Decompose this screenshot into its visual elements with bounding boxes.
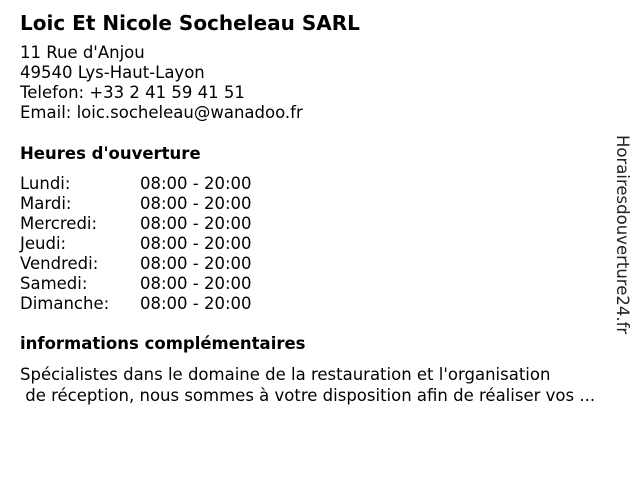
business-name: Loic Et Nicole Socheleau SARL — [20, 11, 360, 35]
opening-hours-heading: Heures d'ouverture — [20, 144, 201, 163]
phone-number: Telefon: +33 2 41 59 41 51 — [20, 83, 245, 102]
day-label: Samedi: — [20, 274, 88, 293]
time-range: 08:00 - 20:00 — [140, 274, 252, 293]
day-label: Vendredi: — [20, 254, 99, 273]
time-range: 08:00 - 20:00 — [140, 254, 252, 273]
time-range: 08:00 - 20:00 — [140, 234, 252, 253]
time-range: 08:00 - 20:00 — [140, 174, 252, 193]
day-label: Mardi: — [20, 194, 72, 213]
description-line: Spécialistes dans le domaine de la restauration et l'organisation — [20, 365, 551, 384]
description-line: de réception, nous sommes à votre disposition afin de réaliser vos ... — [20, 386, 596, 405]
day-label: Lundi: — [20, 174, 71, 193]
additional-info-heading: informations complémentaires — [20, 334, 306, 353]
business-description — [20, 364, 632, 406]
time-range: 08:00 - 20:00 — [140, 214, 252, 233]
city-postcode: 49540 Lys-Haut-Layon — [20, 63, 205, 82]
time-range: 08:00 - 20:00 — [140, 194, 252, 213]
email-address: Email: loic.socheleau@wanadoo.fr — [20, 103, 303, 122]
site-watermark: Horairesdouverture24.fr — [613, 135, 632, 335]
time-range: 08:00 - 20:00 — [140, 294, 252, 313]
day-label: Dimanche: — [20, 294, 110, 313]
street-address: 11 Rue d'Anjou — [20, 43, 145, 62]
day-label: Jeudi: — [20, 234, 67, 253]
contact-block — [20, 43, 303, 123]
day-label: Mercredi: — [20, 214, 98, 233]
